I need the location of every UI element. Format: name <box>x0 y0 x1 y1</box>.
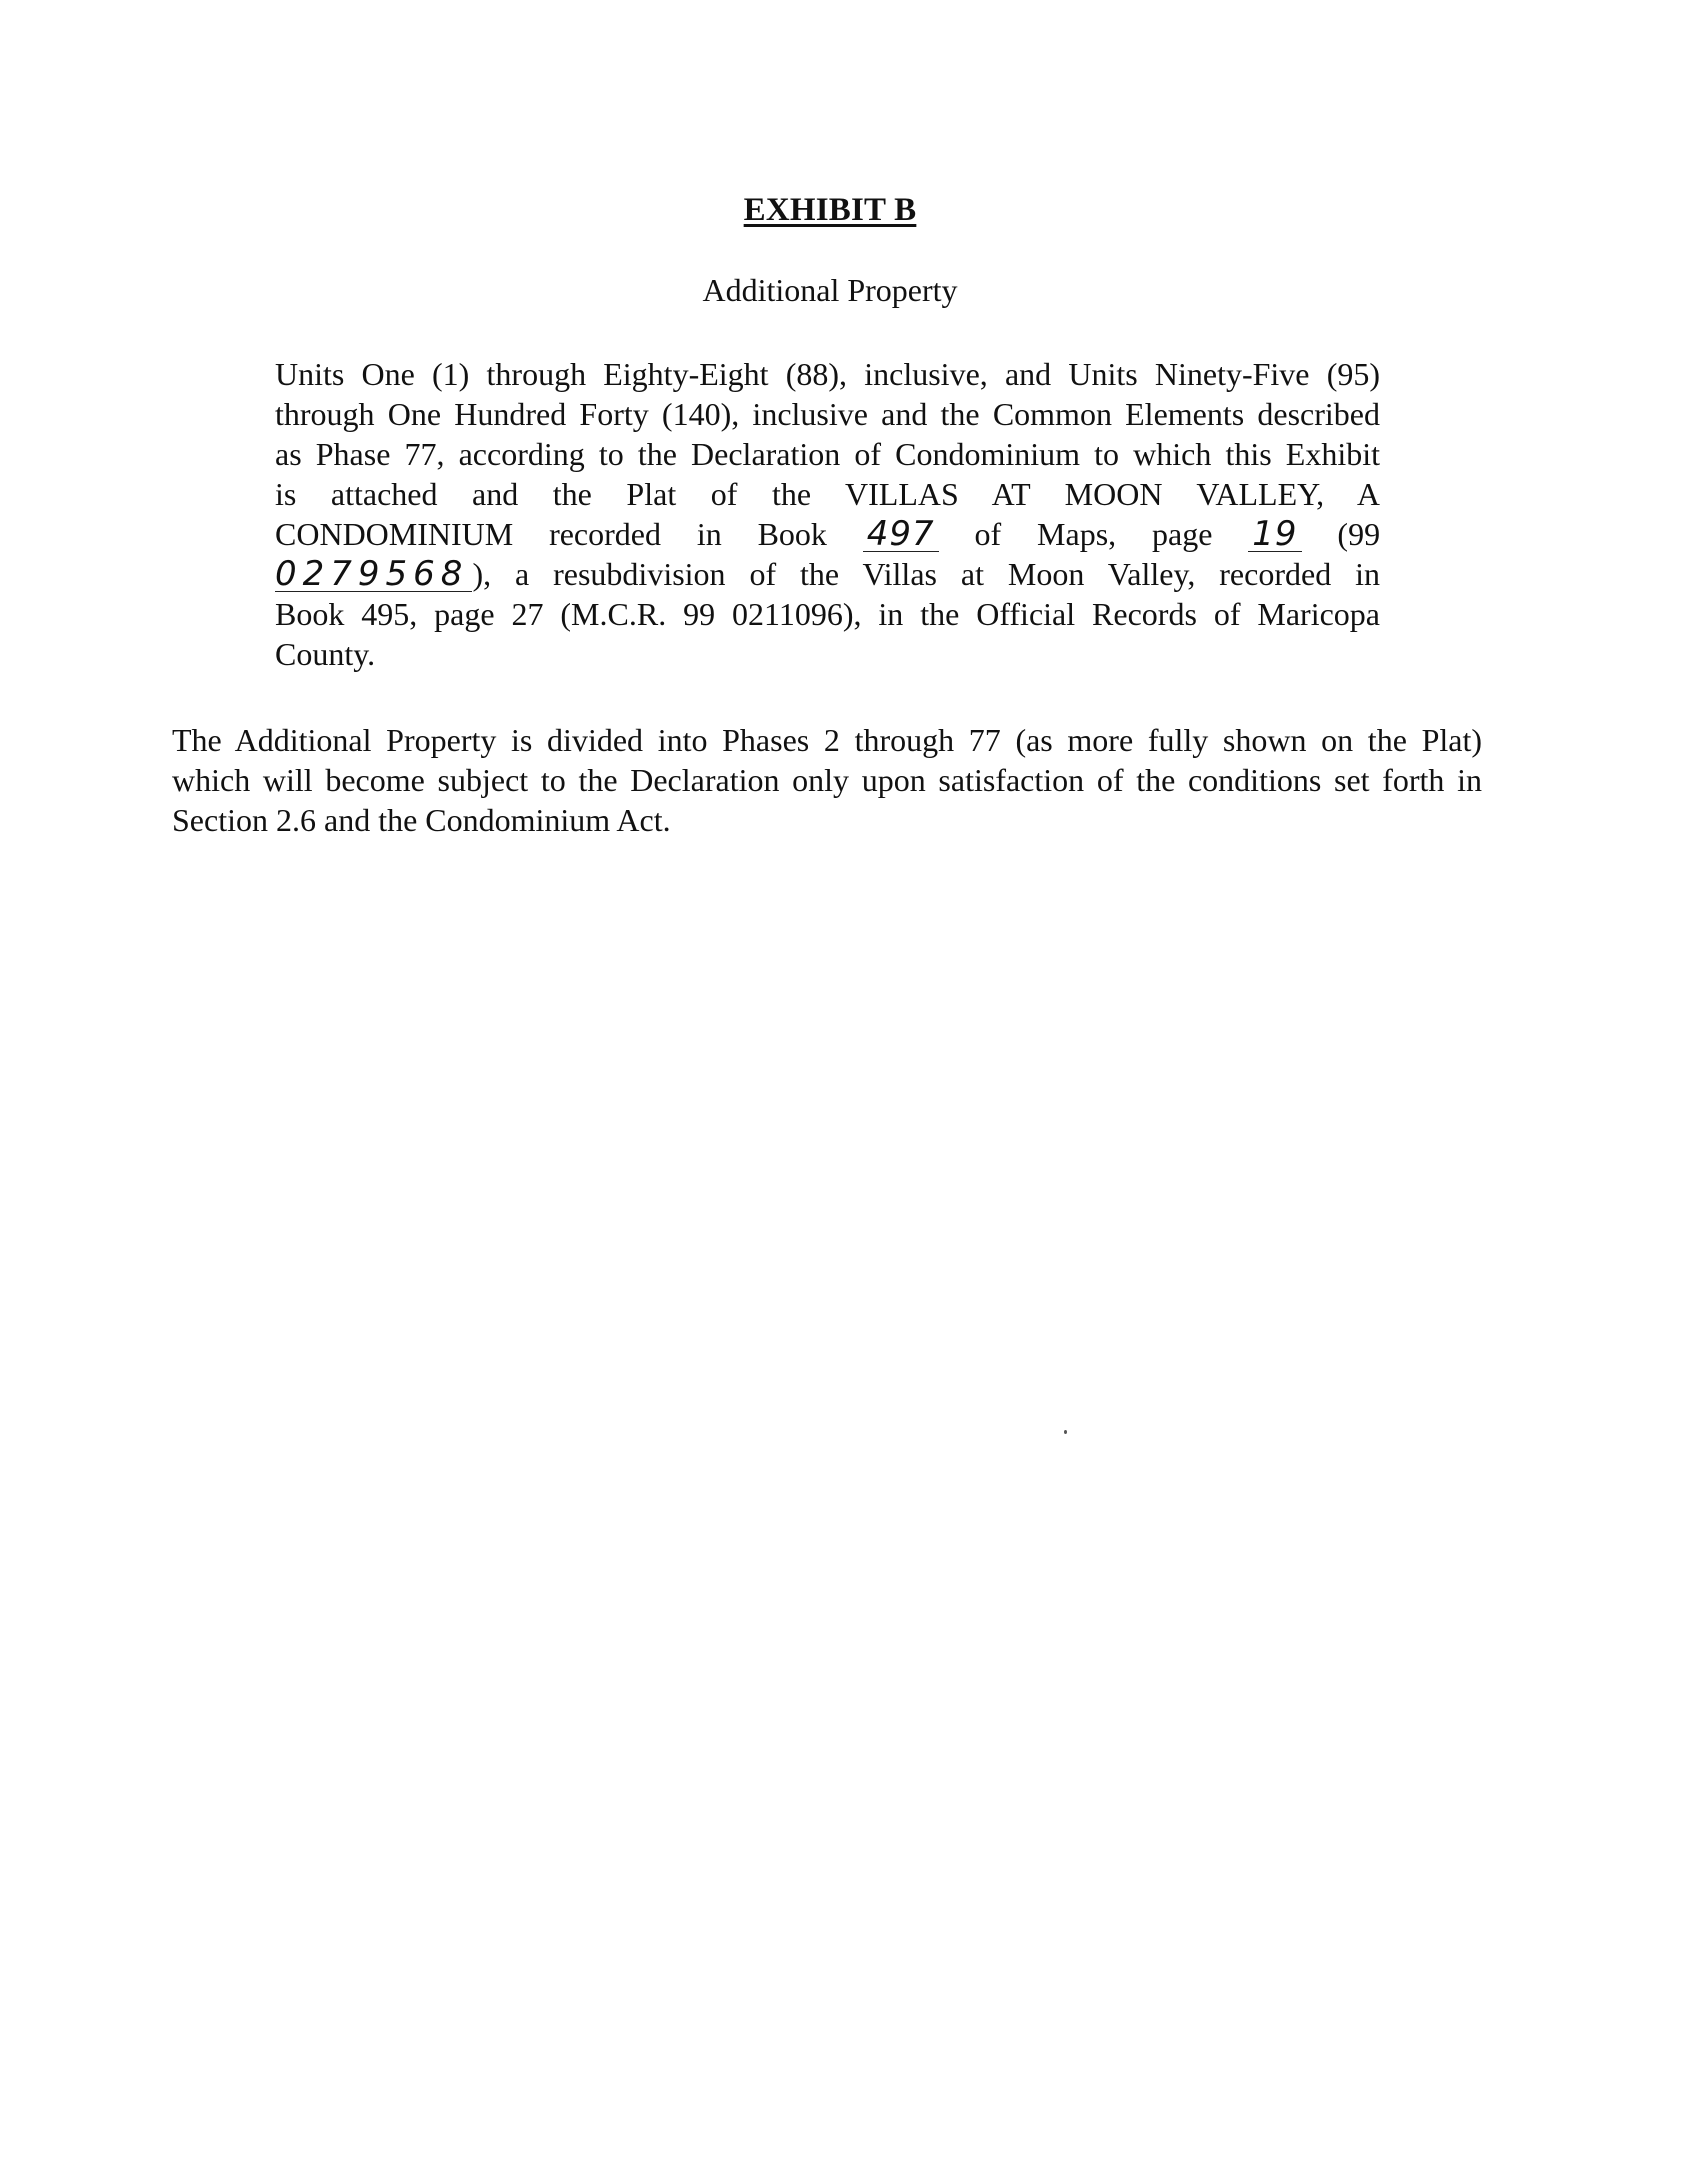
description-line-5-middle: of Maps, page <box>974 516 1213 552</box>
description-line-8: County. <box>275 636 376 672</box>
phases-line-3: Section 2.6 and the Condominium Act. <box>172 802 671 838</box>
handwritten-recording-number: 0279568 <box>275 554 472 594</box>
phases-paragraph <box>172 720 1482 840</box>
description-line-3: as Phase 77, according to the Declaration of Condominium to which this Exhibit <box>275 436 1380 472</box>
handwritten-page-number: 19 <box>1248 514 1301 554</box>
description-line-5 <box>275 514 1380 554</box>
description-line-4: is attached and the Plat of the VILLAS AT MOON VALLEY, A <box>275 476 1380 512</box>
description-line-5-start: CONDOMINIUM recorded in Book <box>275 516 827 552</box>
phases-line-1: The Additional Property is divided into Phases 2 through 77 (as more fully shown on the Plat) <box>172 722 1482 758</box>
scan-speck <box>1064 1430 1067 1434</box>
exhibit-title: EXHIBIT B <box>743 192 917 228</box>
description-line-6 <box>275 554 1380 594</box>
description-line-7: Book 495, page 27 (M.C.R. 99 0211096), in the Official Records of Maricopa <box>275 596 1380 632</box>
description-line-5-end: (99 <box>1337 516 1381 552</box>
property-description <box>275 354 1380 674</box>
description-line-6-rest: ), a resubdivision of the Villas at Moon Valley, recorded in <box>472 556 1380 592</box>
handwritten-book-number: 497 <box>863 514 939 554</box>
description-line-2: through One Hundred Forty (140), inclusive and the Common Elements described <box>275 396 1380 432</box>
phases-line-2: which will become subject to the Declaration only upon satisfaction of the conditions set forth in <box>172 762 1482 798</box>
description-line-1: Units One (1) through Eighty-Eight (88), inclusive, and Units Ninety-Five (95) <box>275 356 1380 392</box>
exhibit-subtitle: Additional Property <box>702 272 958 308</box>
